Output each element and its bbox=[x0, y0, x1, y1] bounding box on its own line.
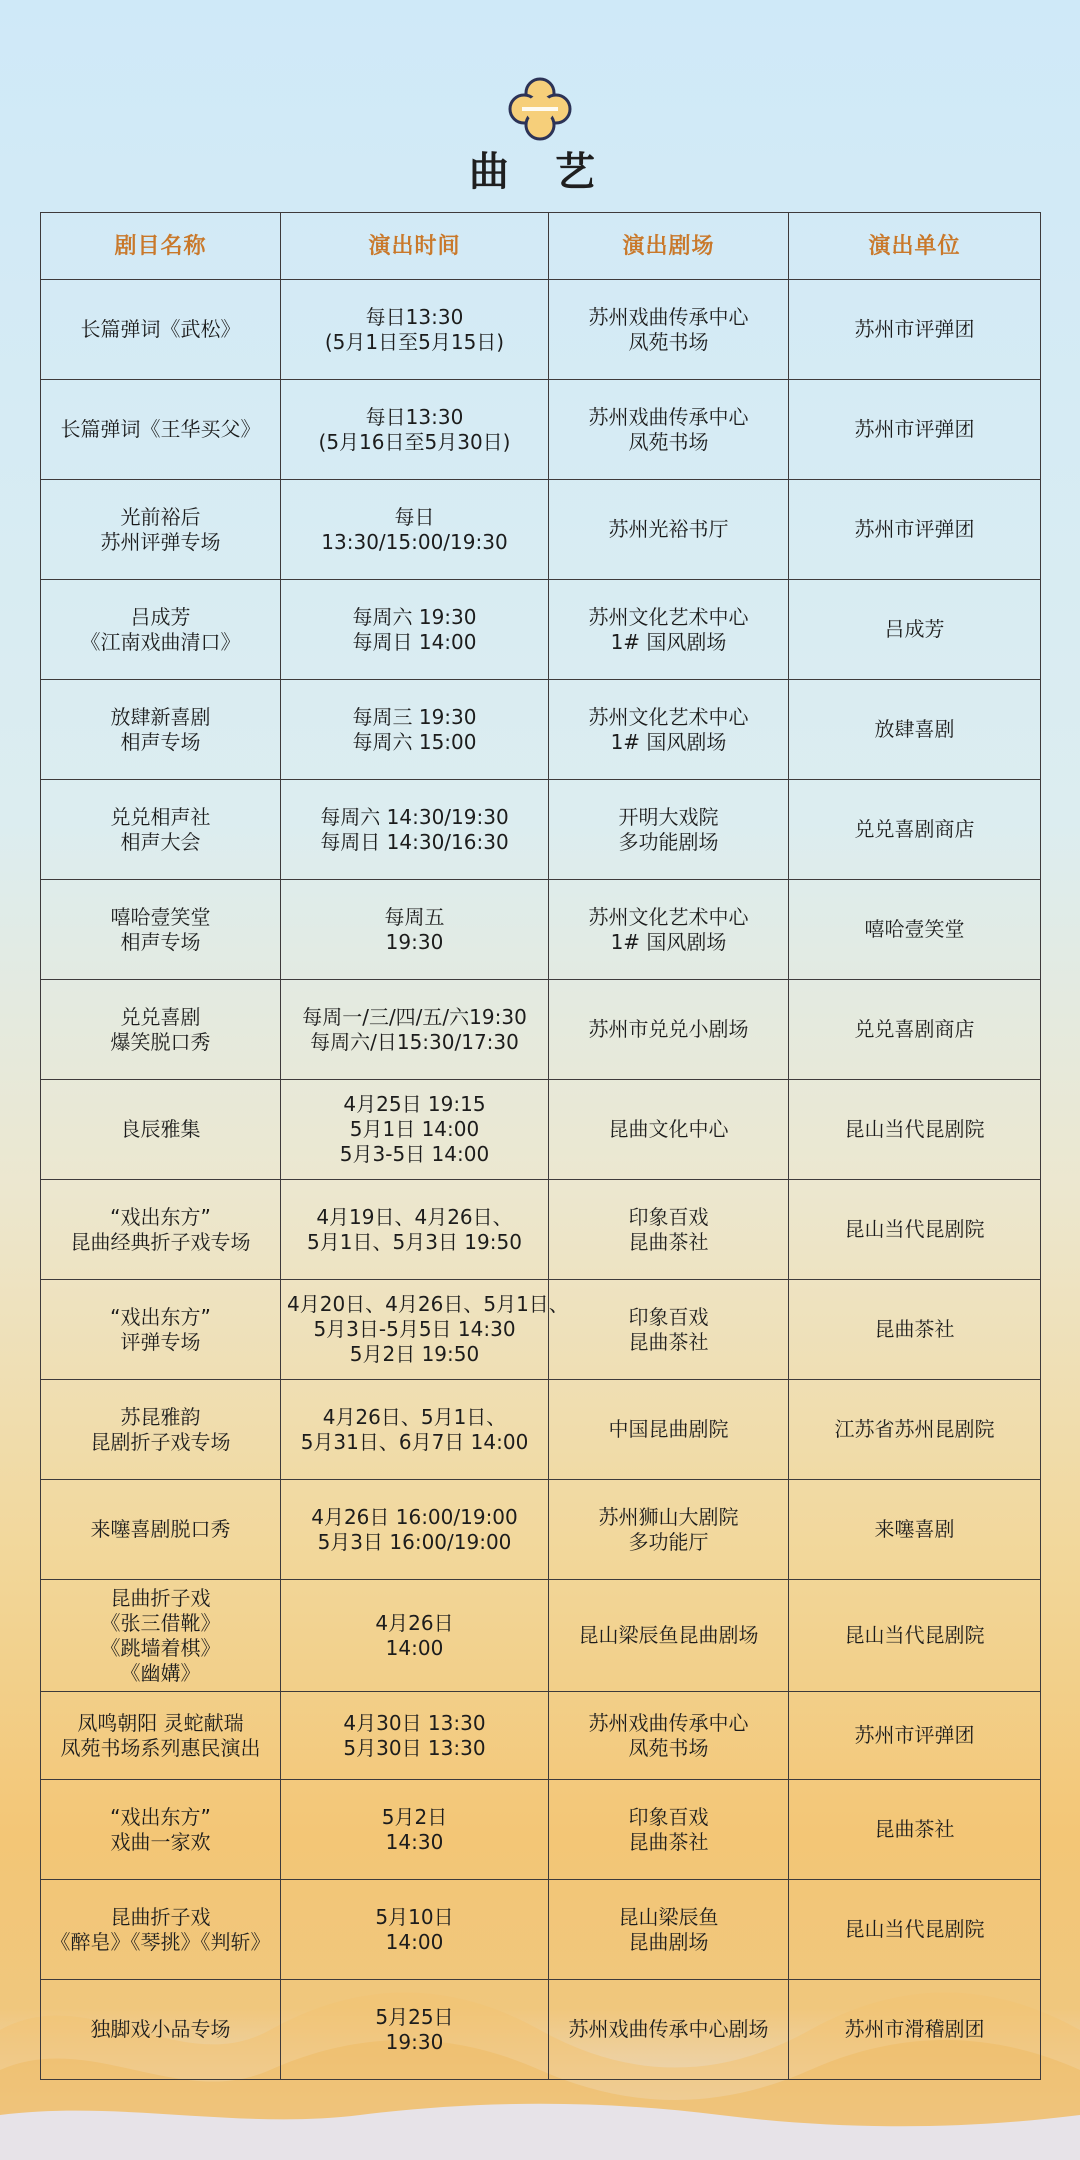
cell-line: 每周六/日15:30/17:30 bbox=[310, 1029, 519, 1054]
cell-troupe bbox=[789, 1980, 1041, 2080]
cell-line: 苏州戏曲传承中心 bbox=[588, 304, 749, 329]
cell-show-time bbox=[281, 880, 549, 980]
cell-line: 每日 bbox=[394, 504, 435, 529]
cell-show-time bbox=[281, 280, 549, 380]
table-row bbox=[41, 880, 1041, 980]
cell-line: 苏州光裕书厅 bbox=[608, 517, 729, 541]
cell-troupe bbox=[789, 1280, 1041, 1380]
cell-show-time bbox=[281, 980, 549, 1080]
cell-program-name bbox=[41, 780, 281, 880]
cell-line: 4月20日、4月26日、5月1日、 bbox=[287, 1292, 569, 1316]
cell-venue bbox=[549, 780, 789, 880]
cell-line: 兑兑相声社 bbox=[110, 804, 211, 829]
cell-line: 每周三 19:30 bbox=[352, 704, 477, 729]
cell-line: 13:30/15:00/19:30 bbox=[321, 529, 508, 554]
cell-program-name bbox=[41, 1692, 281, 1780]
cell-venue bbox=[549, 1692, 789, 1780]
cell-line: 苏州戏曲传承中心 bbox=[588, 1710, 749, 1735]
table-row bbox=[41, 580, 1041, 680]
table-row bbox=[41, 780, 1041, 880]
cell-line: 昆山梁辰鱼 bbox=[618, 1904, 719, 1929]
cell-line: 开明大戏院 bbox=[618, 804, 719, 829]
cell-troupe bbox=[789, 880, 1041, 980]
cell-show-time bbox=[281, 1480, 549, 1580]
cell-line: 苏州戏曲传承中心剧场 bbox=[568, 2017, 769, 2041]
cell-line: 苏州文化艺术中心 bbox=[588, 604, 749, 629]
cell-troupe bbox=[789, 580, 1041, 680]
cloud-emblem-icon bbox=[507, 76, 573, 142]
cell-line: 5月2日 19:50 bbox=[349, 1342, 480, 1366]
cell-show-time bbox=[281, 580, 549, 680]
cell-show-time bbox=[281, 1280, 569, 1380]
header-program-name: 剧目名称 bbox=[41, 213, 281, 280]
cell-line: 苏州文化艺术中心 bbox=[588, 904, 749, 929]
cell-line: 相声大会 bbox=[120, 829, 201, 854]
cell-program-name bbox=[41, 380, 281, 480]
cell-line: 每周日 14:30/16:30 bbox=[320, 829, 509, 854]
table-row bbox=[41, 1380, 1041, 1480]
table-row bbox=[41, 480, 1041, 580]
cell-line: 昆曲茶社 bbox=[874, 1317, 955, 1341]
table-row bbox=[41, 980, 1041, 1080]
cell-program-name bbox=[41, 1180, 281, 1280]
cell-line: 长篇弹词《武松》 bbox=[80, 317, 241, 341]
cell-line: 5月3-5日 14:00 bbox=[339, 1142, 490, 1166]
table-header-row bbox=[41, 213, 1041, 280]
cell-line: 爆笑脱口秀 bbox=[110, 1029, 211, 1054]
cell-line: 印象百戏 bbox=[628, 1204, 709, 1229]
cell-line: 苏州市评弹团 bbox=[854, 517, 975, 541]
cell-line: 苏昆雅韵 bbox=[120, 1404, 201, 1429]
cell-line: 来噻喜剧 bbox=[874, 1517, 955, 1541]
cell-program-name bbox=[41, 1480, 281, 1580]
cell-line: 每周六 19:30 bbox=[352, 604, 477, 629]
cell-show-time bbox=[281, 1692, 549, 1780]
cell-line: 独脚戏小品专场 bbox=[90, 2017, 231, 2041]
cell-line: 苏州市评弹团 bbox=[854, 417, 975, 441]
cell-line: 苏州市评弹团 bbox=[854, 1723, 975, 1747]
cell-line: “戏出东方” bbox=[110, 1304, 211, 1329]
cell-line: 5月30日 13:30 bbox=[343, 1735, 486, 1760]
cell-line: 相声专场 bbox=[120, 929, 201, 954]
cell-program-name bbox=[41, 1980, 281, 2080]
cell-line: 5月1日 14:00 bbox=[349, 1117, 480, 1141]
cell-line: 5月10日 bbox=[375, 1904, 454, 1929]
cell-show-time bbox=[281, 1780, 549, 1880]
cell-line: (5月16日至5月30日) bbox=[318, 429, 511, 454]
cell-line: 嘻哈壹笑堂 bbox=[864, 917, 965, 941]
cell-line: 1# 国风剧场 bbox=[610, 929, 727, 954]
cell-line: 兑兑喜剧商店 bbox=[854, 817, 975, 841]
cell-line: 放肆新喜剧 bbox=[110, 704, 211, 729]
cell-venue bbox=[549, 480, 789, 580]
cell-line: 1# 国风剧场 bbox=[610, 629, 727, 654]
table-row bbox=[41, 1580, 1041, 1692]
cell-line: 昆山当代昆剧院 bbox=[844, 1623, 985, 1647]
cell-show-time bbox=[281, 680, 549, 780]
cell-line: 4月26日、5月1日、 bbox=[322, 1404, 507, 1429]
cell-line: 昆山当代昆剧院 bbox=[844, 1917, 985, 1941]
cell-troupe bbox=[789, 280, 1041, 380]
performance-schedule-table bbox=[40, 212, 1041, 2080]
cell-troupe bbox=[789, 1480, 1041, 1580]
table-row bbox=[41, 1692, 1041, 1780]
cell-line: 光前裕后 bbox=[120, 504, 201, 529]
table-row bbox=[41, 1780, 1041, 1880]
cell-line: 每周一/三/四/五/六19:30 bbox=[302, 1004, 527, 1029]
cell-line: 《江南戏曲清口》 bbox=[80, 629, 241, 654]
cell-program-name bbox=[41, 1580, 281, 1692]
cell-line: 吕成芳 bbox=[130, 604, 191, 629]
cell-line: 每日13:30 bbox=[365, 404, 464, 429]
cell-line: 兑兑喜剧 bbox=[120, 1004, 201, 1029]
cell-line: 凤鸣朝阳 灵蛇献瑞 bbox=[77, 1710, 244, 1735]
table-row bbox=[41, 1880, 1041, 1980]
cell-venue bbox=[549, 1280, 789, 1380]
cell-line: 苏州戏曲传承中心 bbox=[588, 404, 749, 429]
header-venue: 演出剧场 bbox=[549, 213, 789, 280]
cell-line: 《幽媾》 bbox=[120, 1660, 201, 1685]
cell-show-time bbox=[281, 780, 549, 880]
cell-line: 昆山梁辰鱼昆曲剧场 bbox=[578, 1623, 759, 1647]
cell-troupe bbox=[789, 1080, 1041, 1180]
cell-line: 昆曲经典折子戏专场 bbox=[70, 1229, 251, 1254]
cell-troupe bbox=[789, 1380, 1041, 1480]
table-row bbox=[41, 1180, 1041, 1280]
cell-line: 《跳墙着棋》 bbox=[100, 1635, 221, 1660]
cell-line: 中国昆曲剧院 bbox=[608, 1417, 729, 1441]
cell-venue bbox=[549, 1180, 789, 1280]
cell-venue bbox=[549, 1880, 789, 1980]
table-row bbox=[41, 380, 1041, 480]
table-row bbox=[41, 1080, 1041, 1180]
cell-line: 19:30 bbox=[385, 2029, 444, 2054]
cell-line: 4月30日 13:30 bbox=[343, 1710, 486, 1735]
cell-show-time bbox=[281, 1180, 549, 1280]
cell-line: 14:00 bbox=[385, 1635, 444, 1660]
cell-line: 4月19日、4月26日、 bbox=[316, 1204, 513, 1229]
cell-line: 5月25日 bbox=[375, 2004, 454, 2029]
table-row bbox=[41, 680, 1041, 780]
cell-show-time bbox=[281, 1380, 549, 1480]
cell-line: 昆剧折子戏专场 bbox=[90, 1429, 231, 1454]
cell-troupe bbox=[789, 680, 1041, 780]
cell-line: 良辰雅集 bbox=[120, 1117, 201, 1141]
cell-line: 每周六 15:00 bbox=[352, 729, 477, 754]
table-row bbox=[41, 1480, 1041, 1580]
cell-line: 昆曲茶社 bbox=[628, 1829, 709, 1854]
cell-line: 4月25日 19:15 bbox=[343, 1092, 486, 1116]
cell-venue bbox=[549, 980, 789, 1080]
cell-line: 凤苑书场系列惠民演出 bbox=[60, 1735, 261, 1760]
cell-line: 长篇弹词《王华买父》 bbox=[60, 417, 261, 441]
cell-venue bbox=[549, 1780, 789, 1880]
cell-troupe bbox=[789, 380, 1041, 480]
cell-troupe bbox=[789, 980, 1041, 1080]
cell-line: 苏州狮山大剧院 bbox=[598, 1504, 739, 1529]
cell-troupe bbox=[789, 1692, 1041, 1780]
page-title: 曲 艺 bbox=[469, 148, 611, 195]
cell-line: 5月1日、5月3日 19:50 bbox=[307, 1229, 522, 1254]
cell-venue bbox=[549, 1080, 789, 1180]
cell-line: 苏州市滑稽剧团 bbox=[844, 2017, 985, 2041]
header-show-time: 演出时间 bbox=[281, 213, 549, 280]
cell-troupe bbox=[789, 1780, 1041, 1880]
cell-line: 昆山当代昆剧院 bbox=[844, 1217, 985, 1241]
cell-show-time bbox=[281, 1580, 549, 1692]
cell-line: 5月2日 bbox=[381, 1804, 448, 1829]
cell-line: 相声专场 bbox=[120, 729, 201, 754]
cell-venue bbox=[549, 1380, 789, 1480]
cell-line: 印象百戏 bbox=[628, 1804, 709, 1829]
cell-line: 5月31日、6月7日 14:00 bbox=[300, 1429, 529, 1454]
cell-line: 凤苑书场 bbox=[628, 329, 709, 354]
cell-troupe bbox=[789, 480, 1041, 580]
cell-line: 《张三借靴》 bbox=[100, 1610, 221, 1635]
cell-line: 苏州市兑兑小剧场 bbox=[588, 1017, 749, 1041]
cell-line: 兑兑喜剧商店 bbox=[854, 1017, 975, 1041]
cell-line: 昆曲茶社 bbox=[628, 1329, 709, 1354]
cell-line: 戏曲一家欢 bbox=[110, 1829, 211, 1854]
cell-line: 5月3日-5月5日 14:30 bbox=[313, 1317, 516, 1341]
cell-program-name bbox=[41, 1080, 281, 1180]
cell-line: 每周六 14:30/19:30 bbox=[320, 804, 509, 829]
cell-line: 苏州市评弹团 bbox=[854, 317, 975, 341]
header-troupe: 演出单位 bbox=[789, 213, 1041, 280]
cell-program-name bbox=[41, 1280, 281, 1380]
cell-line: 昆曲茶社 bbox=[874, 1817, 955, 1841]
cell-line: 苏州文化艺术中心 bbox=[588, 704, 749, 729]
cell-line: 嘻哈壹笑堂 bbox=[110, 904, 211, 929]
cell-program-name bbox=[41, 1880, 281, 1980]
cell-venue bbox=[549, 1480, 789, 1580]
cell-line: 吕成芳 bbox=[884, 617, 945, 641]
cell-troupe bbox=[789, 1880, 1041, 1980]
cell-program-name bbox=[41, 680, 281, 780]
cell-program-name bbox=[41, 1780, 281, 1880]
cell-program-name bbox=[41, 480, 281, 580]
cell-venue bbox=[549, 1580, 789, 1692]
cell-show-time bbox=[281, 1880, 549, 1980]
cell-line: 多功能厅 bbox=[628, 1529, 709, 1554]
cell-program-name bbox=[41, 280, 281, 380]
cell-line: 评弹专场 bbox=[120, 1329, 201, 1354]
cell-venue bbox=[549, 680, 789, 780]
cell-troupe bbox=[789, 1580, 1041, 1692]
cell-venue bbox=[549, 380, 789, 480]
cell-line: 昆曲茶社 bbox=[628, 1229, 709, 1254]
cell-show-time bbox=[281, 380, 549, 480]
cell-line: 14:00 bbox=[385, 1929, 444, 1954]
cell-line: 4月26日 16:00/19:00 bbox=[311, 1504, 518, 1529]
cell-line: 5月3日 16:00/19:00 bbox=[317, 1529, 512, 1554]
cell-venue bbox=[549, 1980, 789, 2080]
cell-show-time bbox=[281, 1980, 549, 2080]
table-row bbox=[41, 1280, 1041, 1380]
cell-line: 4月26日 bbox=[375, 1610, 454, 1635]
cell-line: 昆曲折子戏 bbox=[110, 1585, 211, 1610]
cell-line: 19:30 bbox=[385, 929, 444, 954]
table-body bbox=[41, 280, 1041, 2080]
cell-line: 多功能剧场 bbox=[618, 829, 719, 854]
cell-venue bbox=[549, 280, 789, 380]
cell-line: 每日13:30 bbox=[365, 304, 464, 329]
cell-program-name bbox=[41, 980, 281, 1080]
cell-line: 1# 国风剧场 bbox=[610, 729, 727, 754]
table-row bbox=[41, 1980, 1041, 2080]
cell-line: 放肆喜剧 bbox=[874, 717, 955, 741]
cell-troupe bbox=[789, 780, 1041, 880]
cell-show-time bbox=[281, 1080, 549, 1180]
cell-line: 昆曲剧场 bbox=[628, 1929, 709, 1954]
cell-line: 凤苑书场 bbox=[628, 429, 709, 454]
cell-line: 来噻喜剧脱口秀 bbox=[90, 1517, 231, 1541]
cell-program-name bbox=[41, 880, 281, 980]
cell-line: (5月1日至5月15日) bbox=[324, 329, 505, 354]
cell-line: 《醉皂》《琴挑》《判斩》 bbox=[50, 1929, 271, 1954]
cell-venue bbox=[549, 880, 789, 980]
cell-line: 每周日 14:00 bbox=[352, 629, 477, 654]
cell-line: 昆曲折子戏 bbox=[110, 1904, 211, 1929]
cell-line: 江苏省苏州昆剧院 bbox=[834, 1417, 995, 1441]
cell-line: 每周五 bbox=[384, 904, 445, 929]
cell-line: 昆山当代昆剧院 bbox=[844, 1117, 985, 1141]
cell-venue bbox=[549, 580, 789, 680]
cell-line: 昆曲文化中心 bbox=[608, 1117, 729, 1141]
cell-line: 凤苑书场 bbox=[628, 1735, 709, 1760]
cell-show-time bbox=[281, 480, 549, 580]
cell-line: 印象百戏 bbox=[628, 1304, 709, 1329]
cell-line: 苏州评弹专场 bbox=[100, 529, 221, 554]
cell-program-name bbox=[41, 1380, 281, 1480]
cell-line: “戏出东方” bbox=[110, 1804, 211, 1829]
cell-line: “戏出东方” bbox=[110, 1204, 211, 1229]
table-row bbox=[41, 280, 1041, 380]
cell-line: 14:30 bbox=[385, 1829, 444, 1854]
cell-troupe bbox=[789, 1180, 1041, 1280]
cell-program-name bbox=[41, 580, 281, 680]
